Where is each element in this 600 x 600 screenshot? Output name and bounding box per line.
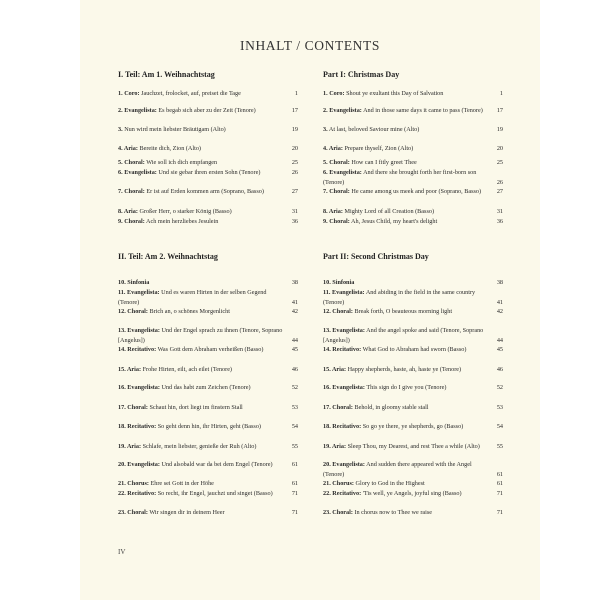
entry-text: Glory to God in the Highest [355,480,425,487]
contents-entry [323,442,503,452]
contents-entry [118,479,298,489]
contents-entry [323,158,503,168]
entry-number-label: 14. Recitativo: [323,346,362,353]
entry-text: Schlafe, mein liebster, genieße der Ruh (Alto) [142,443,257,450]
entry-title [323,106,489,116]
entry-page-number: 41 [496,298,503,306]
entry-number-label: 15. Aria: [118,366,142,373]
entry-title [323,168,489,187]
entry-page-number: 52 [496,384,503,391]
entry-text: Sleep Thou, my Dearest, and rest Thee a while (Alto) [347,443,480,450]
contents-entry [118,345,298,355]
contents-entry [323,89,503,99]
contents-entry [323,403,503,413]
entry-number-label: 2. Evangelista: [323,107,362,114]
entry-title [118,217,284,227]
entry-title [118,158,284,168]
entry-number-label: 16. Evangelista: [323,384,365,391]
contents-entry [118,168,298,178]
entry-text: Jauchzet, frolocket, auf, preiset die Tage [141,90,241,97]
score-page [80,0,540,600]
entry-title [118,144,284,154]
entry-text: Es begab sich aber zu der Zeit (Tenore) [158,107,256,114]
entry-title [323,207,489,217]
entry-title [118,460,284,470]
contents-entry [118,217,298,227]
contents-entry [118,278,298,288]
entry-title [118,442,284,452]
section-heading: Part II: Second Christmas Day [323,252,429,261]
entry-title [323,288,489,307]
entry-page-number: 25 [291,159,298,166]
contents-entry [323,479,503,489]
entry-page-number: 53 [291,404,298,411]
entry-text: Nun wird mein liebster Bräutigam (Alto) [124,126,226,133]
entry-title [118,168,284,178]
contents-entry [323,345,503,355]
entry-text: At last, beloved Saviour mine (Alto) [328,126,420,133]
entry-title [118,403,284,413]
entry-title [118,422,284,432]
entry-number-label: 4. Aria: [323,145,343,152]
entry-title [323,307,489,317]
contents-entry [118,422,298,432]
contents-entry [323,125,503,135]
entry-number-label: 17. Choral: [118,404,148,411]
entry-title [323,144,489,154]
entry-page-number: 1 [294,90,298,97]
entry-title [118,345,284,355]
contents-entry [118,442,298,452]
contents-entry [323,307,503,317]
entry-title [118,508,284,518]
entry-text: Mighty Lord of all Creation (Basso) [344,208,435,215]
entry-number-label: 6. Evangelista: [323,169,362,176]
entry-text: Schaut hin, dort liegt im finstern Stall [149,404,243,411]
entry-text: This sign do I give you (Tenore) [366,384,447,391]
entry-page-number: 61 [291,480,298,487]
entry-title [323,479,489,489]
entry-page-number: 44 [496,336,503,344]
entry-page-number: 41 [291,298,298,306]
entry-number-label: 1. Coro: [323,90,345,97]
entry-page-number: 17 [291,107,298,114]
entry-text: Und sie gebar ihren ersten Sohn (Tenore) [158,169,261,176]
entry-page-number: 61 [496,480,503,487]
entry-number-label: 8. Aria: [323,208,343,215]
entry-text: Wie soll ich dich empfangen [146,159,218,166]
contents-entry [118,125,298,135]
entry-page-number: 42 [291,308,298,315]
entry-number-label: 18. Recitativo: [323,423,362,430]
entry-text: And in those same days it came to pass (Tenore) [363,107,483,114]
entry-page-number: 17 [496,107,503,114]
entry-page-number: 46 [496,366,503,373]
entry-page-number: 31 [291,208,298,215]
entry-number-label: 10. Sinfonia [323,279,355,286]
entry-number-label: 5. Choral: [118,159,145,166]
entry-title [323,187,489,197]
entry-page-number: 25 [496,159,503,166]
entry-page-number: 38 [496,279,503,286]
entry-page-number: 38 [291,279,298,286]
entry-number-label: 22. Recitativo: [323,490,362,497]
entry-title [323,125,489,135]
contents-entry [118,187,298,197]
entry-page-number: 31 [496,208,503,215]
entry-text: Ehre sei Gott in der Höhe [150,480,214,487]
contents-entry [118,288,298,307]
entry-number-label: 11. Evangelista: [118,289,160,296]
contents-entry [118,326,298,345]
entry-text: Und der Engel sprach zu ihnen (Tenore, Soprano [Angelus]) [118,327,283,344]
entry-page-number: 20 [291,145,298,152]
entry-title [118,365,284,375]
entry-title [323,508,489,518]
entry-title [118,207,284,217]
entry-title [323,158,489,168]
entry-page-number: 1 [499,90,503,97]
entry-title [323,422,489,432]
entry-page-number: 54 [291,423,298,430]
entry-title [118,125,284,135]
entry-page-number: 54 [496,423,503,430]
entry-text: So geht denn hin, ihr Hirten, geht (Basso) [157,423,261,430]
entry-title [118,479,284,489]
entry-text: In chorus now to Thee we raise [354,509,433,516]
entry-text: And the angel spoke and said (Tenore, Soprano [Angelus]) [323,327,484,344]
contents-entry [323,508,503,518]
entry-number-label: 13. Evangelista: [323,327,365,334]
entry-title [118,106,284,116]
entry-title [323,383,489,393]
entry-page-number: 42 [496,308,503,315]
contents-entry [323,383,503,393]
entry-page-number: 53 [496,404,503,411]
entry-number-label: 14. Recitativo: [118,346,157,353]
entry-number-label: 10. Sinfonia [118,279,150,286]
section-heading: II. Teil: Am 2. Weihnachtstag [118,252,218,261]
entry-number-label: 9. Choral: [323,218,350,225]
entry-number-label: 12. Choral: [118,308,148,315]
entry-number-label: 7. Choral: [118,188,145,195]
contents-entry [118,489,298,499]
entry-number-label: 6. Evangelista: [118,169,157,176]
entry-number-label: 19. Aria: [118,443,142,450]
entry-number-label: 21. Chorus: [118,480,149,487]
entry-number-label: 19. Aria: [323,443,347,450]
entry-title [323,345,489,355]
contents-entry [118,207,298,217]
entry-text: And there she brought forth her first-born son (Tenore) [323,169,477,186]
contents-entry [118,365,298,375]
entry-number-label: 7. Choral: [323,188,350,195]
entry-number-label: 21. Chorus: [323,480,354,487]
entry-text: How can I fitly greet Thee [351,159,417,166]
entry-title [323,326,489,345]
entry-number-label: 20. Evangelista: [323,461,365,468]
contents-entry [118,508,298,518]
page-title: INHALT / CONTENTS [240,38,380,53]
entry-title [118,307,284,317]
entry-text: Ach mein herzliebes Jesulein [146,218,219,225]
page-number: IV [118,548,126,556]
section-heading: Part I: Christmas Day [323,70,400,79]
entry-page-number: 19 [291,126,298,133]
entry-text: Er ist auf Erden kommen arm (Soprano, Basso) [146,188,264,195]
contents-entry [323,489,503,499]
entry-title [323,217,489,227]
entry-number-label: 13. Evangelista: [118,327,160,334]
contents-entry [323,422,503,432]
entry-number-label: 17. Choral: [323,404,353,411]
entry-text: He came among us meek and poor (Soprano, Basso) [351,188,482,195]
entry-text: And sudden there appeared with the Angel (Tenore) [323,461,472,478]
entry-text: Frohe Hirten, eilt, ach eilet (Tenore) [142,366,232,373]
entry-text: 'Tis well, ye Angels, joyful sing (Basso) [362,490,462,497]
entry-text: Behold, in gloomy stable stall [354,404,429,411]
contents-entry [118,307,298,317]
entry-title [118,89,284,99]
section-heading: I. Teil: Am 1. Weihnachtstag [118,70,215,79]
entry-title [323,89,489,99]
entry-number-label: 22. Recitativo: [118,490,157,497]
entry-page-number: 55 [496,443,503,450]
entry-title [118,288,284,307]
entry-text: Happy shepherds, haste, ah, haste ye (Tenore) [347,366,462,373]
entry-page-number: 61 [291,461,298,468]
entry-number-label: 20. Evangelista: [118,461,160,468]
entry-page-number: 20 [496,145,503,152]
entry-text: Großer Herr, o starker König (Basso) [139,208,232,215]
entry-text: Und das habt zum Zeichen (Tenore) [161,384,251,391]
entry-text: Break forth, O beauteous morning light [354,308,453,315]
entry-number-label: 3. [118,126,123,133]
entry-title [323,442,489,452]
entry-title [323,278,489,288]
entry-number-label: 2. Evangelista: [118,107,157,114]
entry-number-label: 18. Recitativo: [118,423,157,430]
entry-page-number: 71 [496,490,503,497]
contents-entry [323,168,503,187]
contents-entry [323,207,503,217]
entry-page-number: 71 [496,509,503,516]
entry-page-number: 45 [291,346,298,353]
entry-text: And abiding in the field in the same country (Tenore) [323,289,476,306]
entry-number-label: 4. Aria: [118,145,138,152]
entry-text: Wir singen dir in deinem Heer [149,509,225,516]
entry-number-label: 9. Choral: [118,218,145,225]
entry-page-number: 46 [291,366,298,373]
entry-page-number: 27 [291,188,298,195]
entry-page-number: 36 [496,218,503,225]
entry-page-number: 55 [291,443,298,450]
entry-title [118,187,284,197]
entry-page-number: 71 [291,509,298,516]
entry-title [118,383,284,393]
entry-page-number: 44 [291,336,298,344]
entry-text: Was Gott dem Abraham verheißen (Basso) [157,346,264,353]
entry-page-number: 36 [291,218,298,225]
contents-entry [323,460,503,479]
entry-page-number: 71 [291,490,298,497]
entry-text: Prepare thyself, Zion (Alto) [344,145,414,152]
contents-entry [118,144,298,154]
contents-entry [323,217,503,227]
entry-number-label: 16. Evangelista: [118,384,160,391]
entry-text: Und alsobald war da bei dem Engel (Tenore) [161,461,273,468]
entry-page-number: 26 [496,178,503,186]
contents-entry [323,106,503,116]
contents-entry [118,383,298,393]
entry-text: What God to Abraham had sworn (Basso) [362,346,467,353]
entry-page-number: 27 [496,188,503,195]
contents-entry [323,144,503,154]
contents-entry [323,365,503,375]
entry-title [323,460,489,479]
contents-entry [323,288,503,307]
contents-entry [118,403,298,413]
contents-entry [118,460,298,470]
entry-title [118,489,284,499]
entry-text: Und es waren Hirten in der selben Gegend (Tenore) [118,289,267,306]
entry-title [323,489,489,499]
entry-page-number: 61 [496,470,503,478]
contents-entry [118,158,298,168]
entry-number-label: 23. Choral: [323,509,353,516]
entry-number-label: 1. Coro: [118,90,140,97]
entry-text: Shout ye exultant this Day of Salvation [346,90,444,97]
entry-number-label: 8. Aria: [118,208,138,215]
entry-text: Ah, Jesus Child, my heart's delight [351,218,438,225]
contents-entry [118,89,298,99]
entry-page-number: 52 [291,384,298,391]
contents-entry [118,106,298,116]
entry-title [118,326,284,345]
entry-number-label: 11. Evangelista: [323,289,365,296]
entry-page-number: 19 [496,126,503,133]
entry-page-number: 26 [291,169,298,176]
contents-entry [323,326,503,345]
contents-entry [323,278,503,288]
contents-entry [323,187,503,197]
entry-number-label: 12. Choral: [323,308,353,315]
entry-number-label: 5. Choral: [323,159,350,166]
entry-number-label: 23. Choral: [118,509,148,516]
entry-number-label: 3. [323,126,328,133]
entry-title [323,365,489,375]
entry-title [118,278,284,288]
entry-number-label: 15. Aria: [323,366,347,373]
entry-text: Brich an, o schönes Morgenlicht [149,308,230,315]
entry-text: So go ye there, ye shepherds, go (Basso) [362,423,464,430]
entry-text: So recht, ihr Engel, jauchzt und singet (Basso) [157,490,273,497]
entry-title [323,403,489,413]
entry-text: Bereite dich, Zion (Alto) [139,145,201,152]
entry-page-number: 45 [496,346,503,353]
